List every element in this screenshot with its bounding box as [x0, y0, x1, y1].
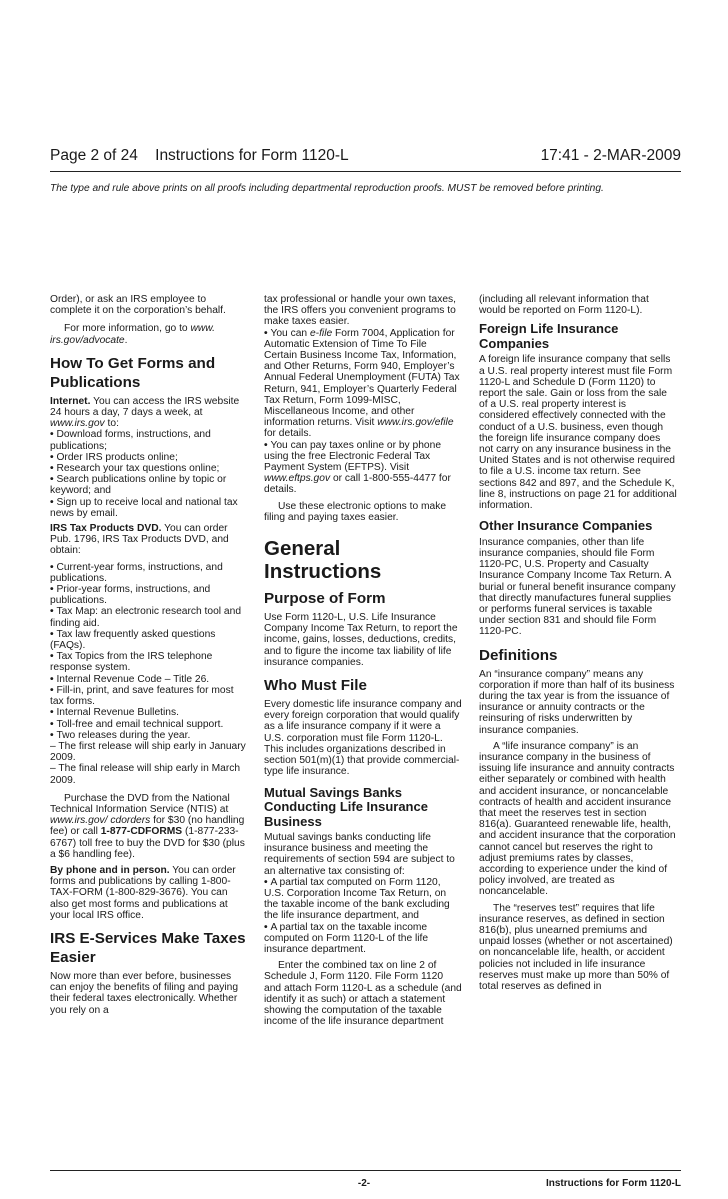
list-item: • A partial tax computed on Form 1120, U.S. Corporation Income Tax Return, on the taxable income of the bank excluding the life insurance department, and — [264, 877, 462, 922]
list-item: • Prior-year forms, instructions, and publications. — [50, 584, 248, 606]
paragraph: Mutual savings banks conducting life insurance business and meeting the requirements of section 594 are subject to an alternative tax consisting of: — [264, 832, 455, 877]
heading-general-instructions: General Instructions — [264, 537, 382, 584]
list-item: • Toll-free and email technical support. — [50, 719, 248, 730]
heading-who-must-file: Who Must File — [264, 677, 367, 695]
list-item: • Internal Revenue Code – Title 26. — [50, 674, 248, 685]
list-item: • Internal Revenue Bulletins. — [50, 707, 248, 718]
paragraph-phone: By phone and in person. You can order forms and publications by calling 1-800-TAX-FORM (1-800-829-3676). You can also get most forms and publications at your local IRS office. — [50, 864, 236, 921]
paragraph: The “reserves test” requires that life insurance reserves, as defined in section 816(b), plus unearned premiums and unpaid losses (whether or not ascertained) on noncancelable life, health, or accident policies not included in life insurance reserves must make up more than 50% of total reserves as defined in — [479, 902, 673, 993]
heading-foreign-life-insurance: Foreign Life Insurance Companies — [479, 321, 619, 351]
paragraph: Use these electronic options to make filing and paying taxes easier. — [264, 500, 447, 523]
link-efile[interactable]: e-file — [309, 327, 333, 339]
footer-title: Instructions for Form 1120-L — [545, 1178, 681, 1189]
column-right — [479, 294, 677, 992]
link-advocate[interactable]: www. irs.gov/advocate — [50, 323, 215, 346]
heading-e-services: IRS E-Services Make Taxes Easier — [50, 929, 246, 966]
list-item: • Order IRS products online; — [50, 452, 248, 463]
paragraph-purchase: Purchase the DVD from the National Technical Information Service (NTIS) at www.irs.gov/ cdorders for $30 (no handling fee) or call 1-877-CDFORMS (1-877-233-6767) toll free to buy the DVD for $30 (plus a $6 handling fee). — [50, 792, 245, 860]
header-timestamp: 17:41 - 2-MAR-2009 — [540, 147, 681, 164]
list-item: • Two releases during the year. — [50, 730, 248, 741]
list-item: • Tax Topics from the IRS telephone response system. — [50, 651, 248, 673]
paragraph: A foreign life insurance company that sells a U.S. real property interest must file Form 1120-L and Schedule D (Form 1120) to report the sale. Gain or loss from the sale of a U.S. real property interest is considered effectively connected with the conduct of a U.S. business, even though the foreign life insurance company does not carry on any insurance business in the United States and is not otherwise required to file a U.S. income tax return. See sections 842 and 897, and the Schedule K, line 8, instructions on page 21 for additional information. — [479, 354, 677, 512]
link-cdorders[interactable]: www.irs.gov/ cdorders — [50, 815, 151, 827]
paragraph: For more information, go to www. irs.gov/advocate. — [50, 323, 215, 346]
list-item: • You can pay taxes online or by phone using the free Electronic Federal Tax Payment System (EFTPS). Visit www.eftps.gov or call 1-800-555-4477 for details. — [264, 440, 462, 496]
list-item: • A partial tax on the taxable income computed on Form 1120-L of the life insurance department. — [264, 922, 462, 956]
header-title: Page 2 of 24 Instructions for Form 1120-L — [50, 147, 349, 164]
list-item: • Fill-in, print, and save features for most tax forms. — [50, 685, 248, 707]
paragraph: (including all relevant information that would be reported on Form 1120-L). — [479, 294, 649, 317]
list-item: – The first release will ship early in January 2009. — [50, 740, 246, 764]
list-item: • Sign up to receive local and national tax news by email. — [50, 497, 248, 519]
paragraph: A “life insurance company” is an insurance company in the business of issuing life insurance and annuity contracts either separately or combined with health and accident insurance, or noncancelable contracts of health and accident insurance that meet the reserves test in section 816(a). Guaranteed renewable life, health, and accident insurance that the corporation cannot cancel but reserves the right to adjust premiums rates by classes, according to experience under the kind of policy involved, are treated as noncancelable. — [479, 740, 676, 898]
page-number: -2- — [357, 1178, 371, 1189]
column-left — [50, 294, 248, 1016]
heading-how-to-get-forms: How To Get Forms and Publications — [50, 354, 216, 391]
link-irs-gov[interactable]: www.irs.gov — [50, 418, 105, 430]
list-item: • Current-year forms, instructions, and publications. — [50, 562, 248, 584]
paragraph-dvd: IRS Tax Products DVD. You can order Pub. 1796, IRS Tax Products DVD, and obtain: — [50, 523, 229, 557]
paragraph: An “insurance company” means any corporation if more than half of its business during the tax year is from the issuance of insurance or annuity contracts or the reinsuring of risks underwritten by insurance companies. — [479, 668, 675, 736]
heading-mutual-savings-banks: Mutual Savings Banks Conducting Life Insurance Business — [264, 784, 428, 829]
list-item: • Research your tax questions online; — [50, 463, 248, 474]
proof-note: The type and rule above prints on all proofs including departmental reproduction proofs. MUST be removed before printing. — [50, 183, 604, 194]
header-rule — [50, 171, 681, 172]
heading-definitions: Definitions — [479, 646, 558, 664]
paragraph-internet: Internet. You can access the IRS website 24 hours a day, 7 days a week, at www.irs.gov to: — [50, 395, 240, 430]
list-item: • You can e-file Form 7004, Application for Automatic Extension of Time To File Certain Business Income Tax, Information, and Other Returns, Form 940, Employer’s Annual Federal Unemployment (FUTA) Tax Return, 941, Employer’s Quarterly Federal Tax Return, Form 1099-MISC, Miscellaneous Income, and other information returns. Visit www.irs.gov/efile for details. — [264, 328, 462, 440]
paragraph: Use Form 1120-L, U.S. Life Insurance Company Income Tax Return, to report the income, gains, losses, deductions, credits, and to figure the income tax liability of life insurance companies. — [264, 612, 458, 668]
heading-purpose-of-form: Purpose of Form — [264, 590, 386, 608]
paragraph: Order), or ask an IRS employee to complete it on the corporation’s behalf. — [50, 294, 226, 317]
paragraph: Now more than ever before, businesses can enjoy the benefits of filing and paying their federal taxes electronically. Whether you rely on a — [50, 970, 239, 1016]
list-item: • Search publications online by topic or keyword; and — [50, 474, 248, 496]
link-eftps[interactable]: www.eftps.gov — [264, 473, 331, 485]
paragraph: Insurance companies, other than life insurance companies, should file Form 1120-PC, U.S. Property and Casualty Insurance Company Income Tax Return. A burial or funeral benefit insurance company that directly manufactures funeral supplies or performs funeral services is taxable under section 831 and should file Form 1120-PC. — [479, 536, 676, 638]
heading-other-insurance: Other Insurance Companies — [479, 518, 653, 534]
list-item: • Download forms, instructions, and publications; — [50, 429, 248, 451]
list-item: – The final release will ship early in March 2009. — [50, 763, 241, 786]
link-irs-efile[interactable]: www.irs.gov/efile — [377, 417, 454, 429]
list-item: • Tax law frequently asked questions (FAQs). — [50, 629, 248, 651]
footer-rule — [50, 1170, 681, 1171]
paragraph: tax professional or handle your own taxes, the IRS offers you convenient programs to make taxes easier. — [264, 294, 457, 328]
list-item: • Tax Map: an electronic research tool and finding aid. — [50, 606, 248, 628]
column-middle — [264, 294, 462, 1027]
paragraph: Enter the combined tax on line 2 of Schedule J, Form 1120. File Form 1120 and attach Form 1120-L as a schedule (and identify it as such) or attach a statement showing the computation of the taxable income of the life insurance department — [264, 960, 462, 1028]
paragraph: Every domestic life insurance company and every foreign corporation that would qualify as a life insurance company if it were a U.S. corporation must file Form 1120-L. This includes organizations described in section 501(m)(1) that provide commercial-type life insurance. — [264, 699, 462, 778]
